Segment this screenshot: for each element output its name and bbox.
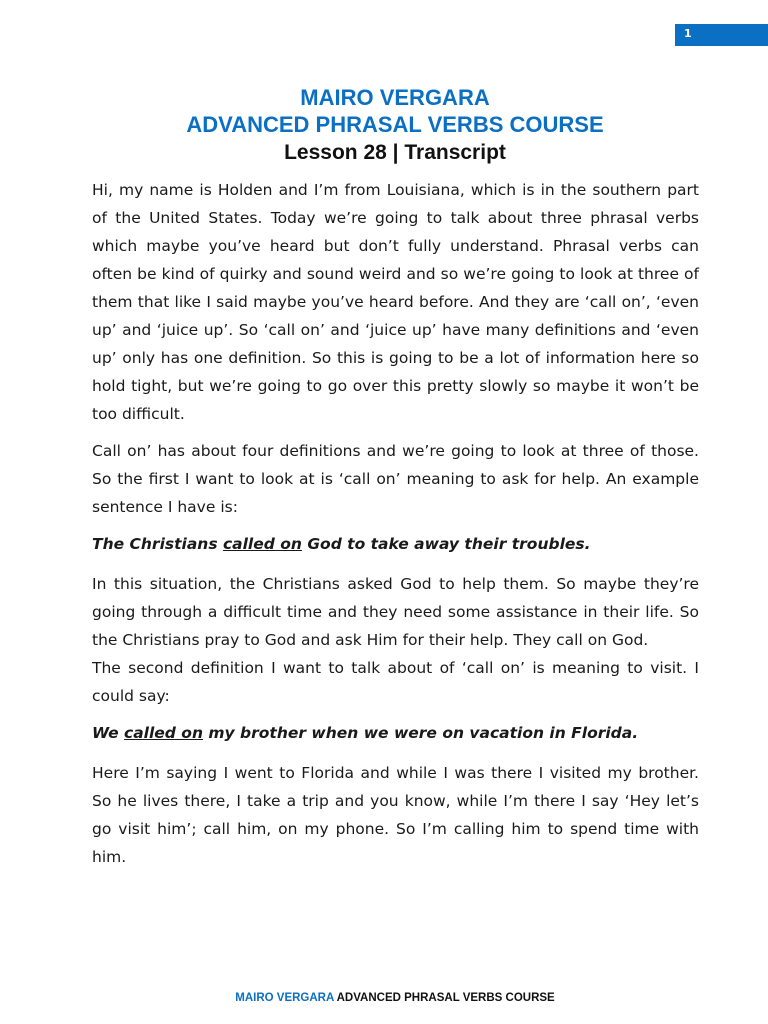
author-title: MAIRO VERGARA bbox=[300, 85, 490, 110]
transcript-body bbox=[92, 176, 699, 880]
example-sentence bbox=[92, 530, 699, 558]
footer bbox=[0, 992, 768, 1004]
course-title: ADVANCED PHRASAL VERBS COURSE bbox=[186, 112, 604, 137]
paragraph: In this situation, the Christians asked God to help them. So maybe they’re going through a difficult time and they need some assistance in their life. So the Christians pray to God and ask Him for their help. They call on God. bbox=[92, 575, 699, 649]
lesson-title: Lesson 28 | Transcript bbox=[284, 141, 506, 164]
footer-course: ADVANCED PHRASAL VERBS COURSE bbox=[333, 992, 555, 1004]
example-sentence bbox=[92, 719, 699, 747]
paragraph: Hi, my name is Holden and I’m from Louisiana, which is in the southern part of the United States. Today we’re going to talk about three phrasal verbs which maybe you’ve heard but don’t fully understand. Phrasal verbs can often be kind of quirky and sound weird and so we’re going to look at three of them that like I said maybe you’ve heard before. And they are ‘call on’, ‘even up’ and ‘juice up’. So ‘call on’ and ‘juice up’ have many definitions and ‘even up’ only has one definition. So this is going to be a lot of information here so hold tight, but we’re going to go over this pretty slowly so maybe it won’t be too difficult. bbox=[92, 181, 699, 423]
footer-author: MAIRO VERGARA bbox=[235, 992, 334, 1004]
paragraph: Here I’m saying I went to Florida and while I was there I visited my brother. So he lives there, I take a trip and you know, while I’m there I say ‘Hey let’s go visit him’; call him, on my phone. So I’m calling him to spend time with him. bbox=[92, 764, 699, 866]
example-text: God to take away their troubles. bbox=[301, 535, 591, 553]
page-number: 1 bbox=[675, 24, 768, 46]
example-text: We bbox=[92, 724, 125, 742]
paragraph: Call on’ has about four definitions and we’re going to look at three of those. So the first I want to look at is ‘call on’ meaning to ask for help. An example sentence I have is: bbox=[92, 442, 699, 516]
phrasal-verb: called on bbox=[222, 535, 302, 553]
example-text: The Christians bbox=[92, 535, 223, 553]
phrasal-verb: called on bbox=[124, 724, 203, 742]
paragraph: The second definition I want to talk about of ‘call on’ is meaning to visit. I could say: bbox=[92, 659, 699, 705]
example-text: my brother when we were on vacation in Florida. bbox=[202, 724, 639, 742]
